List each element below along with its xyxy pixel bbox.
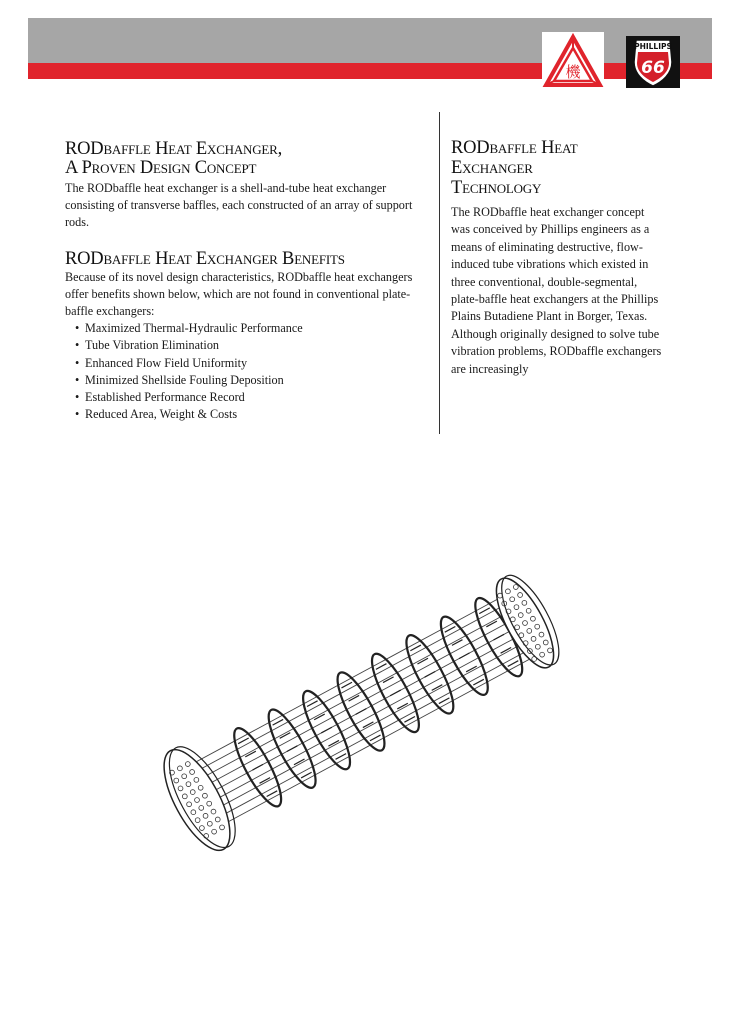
header-red-band <box>28 63 712 79</box>
benefits-list <box>65 320 425 423</box>
bullet: • <box>75 372 80 387</box>
logo-glyph: 機 <box>565 63 581 81</box>
support-rod <box>252 764 263 770</box>
support-rod <box>336 754 347 760</box>
bullet: • <box>75 338 80 353</box>
support-rod <box>410 645 421 651</box>
shield-top-text: PHILLIPS <box>634 42 672 51</box>
list-item-text: Established Performance Record <box>85 390 245 405</box>
intro-paragraph: The RODbaffle heat exchanger is a shell-and-tube heat exchanger consisting of transverse baffles, each constructed of an array of support rods. <box>65 181 413 230</box>
support-rod <box>425 671 436 677</box>
bullet: • <box>75 321 80 336</box>
left-column <box>65 140 425 423</box>
support-rod <box>439 698 450 704</box>
header-gray-band <box>28 18 712 63</box>
bullet: • <box>75 390 80 405</box>
tube <box>213 636 518 801</box>
support-rod <box>321 727 332 733</box>
support-rod <box>287 746 298 752</box>
support-rod <box>508 661 519 667</box>
list-item <box>75 406 425 423</box>
list-item-text: Minimized Shellside Fouling Deposition <box>85 372 284 387</box>
list-item-text: Maximized Thermal-Hydraulic Performance <box>85 321 303 336</box>
benefits-heading: RODbaffle Heat Exchanger Benefits <box>65 248 345 269</box>
support-rod <box>459 653 470 659</box>
right-column <box>451 138 666 378</box>
heading-line: A Proven Design Concept <box>65 158 257 178</box>
shield-number: 66 <box>641 58 665 78</box>
bullet: • <box>75 407 80 422</box>
triangle-machine-logo-icon <box>542 32 604 90</box>
right-tube-sheet <box>485 570 564 675</box>
list-item-text: Reduced Area, Weight & Costs <box>85 407 238 422</box>
heading-line: Technology <box>451 178 542 198</box>
support-rod <box>479 608 490 614</box>
left-tube-sheet <box>151 740 243 859</box>
list-item-text: Enhanced Flow Field Uniformity <box>85 355 248 370</box>
support-rod <box>445 626 456 632</box>
support-rod <box>267 791 278 797</box>
list-item-text: Tube Vibration Elimination <box>85 338 220 353</box>
heading-line: RODbaffle Heat Exchanger, <box>65 139 283 159</box>
support-rod <box>341 682 352 688</box>
heading-line: RODbaffle Heat <box>451 138 578 158</box>
support-rod <box>473 679 484 685</box>
column-divider <box>439 112 440 434</box>
rodbaffle-tube-bundle-illustration <box>150 555 580 885</box>
support-rod <box>370 735 381 741</box>
tube <box>205 621 510 786</box>
support-rod <box>307 701 318 707</box>
list-item <box>75 372 425 389</box>
list-item <box>75 355 425 372</box>
heading-line: Exchanger <box>451 158 533 178</box>
support-rod <box>238 738 249 744</box>
support-rod <box>376 664 387 670</box>
list-item <box>75 389 425 406</box>
support-rod <box>493 634 504 640</box>
technology-heading <box>451 138 666 198</box>
phillips-66-shield-icon <box>626 32 680 90</box>
support-rod <box>356 709 367 715</box>
support-rod <box>404 716 415 722</box>
technology-paragraph: The RODbaffle heat exchanger concept was conceived by Phillips engineers as a means of eliminating destructive, flow-induced tube vibrations which existed in three conventional, double-segmental, plate-baffle heat exchangers at the Phillips Plains Butadiene Plant in Borger, Texas. Although originally designed to solve tube vibration problems, RODbaffle exchangers are increasingly <box>451 205 662 376</box>
list-item <box>75 337 425 354</box>
list-item <box>75 320 425 337</box>
support-rod <box>273 719 284 725</box>
support-rod <box>390 690 401 696</box>
design-concept-heading <box>65 140 425 178</box>
bullet: • <box>75 355 80 370</box>
support-rod <box>301 772 312 778</box>
benefits-intro-paragraph: Because of its novel design characteristics, RODbaffle heat exchangers offer benefits shown below, which are not found in conventional plate-baffle exchangers: <box>65 269 413 319</box>
